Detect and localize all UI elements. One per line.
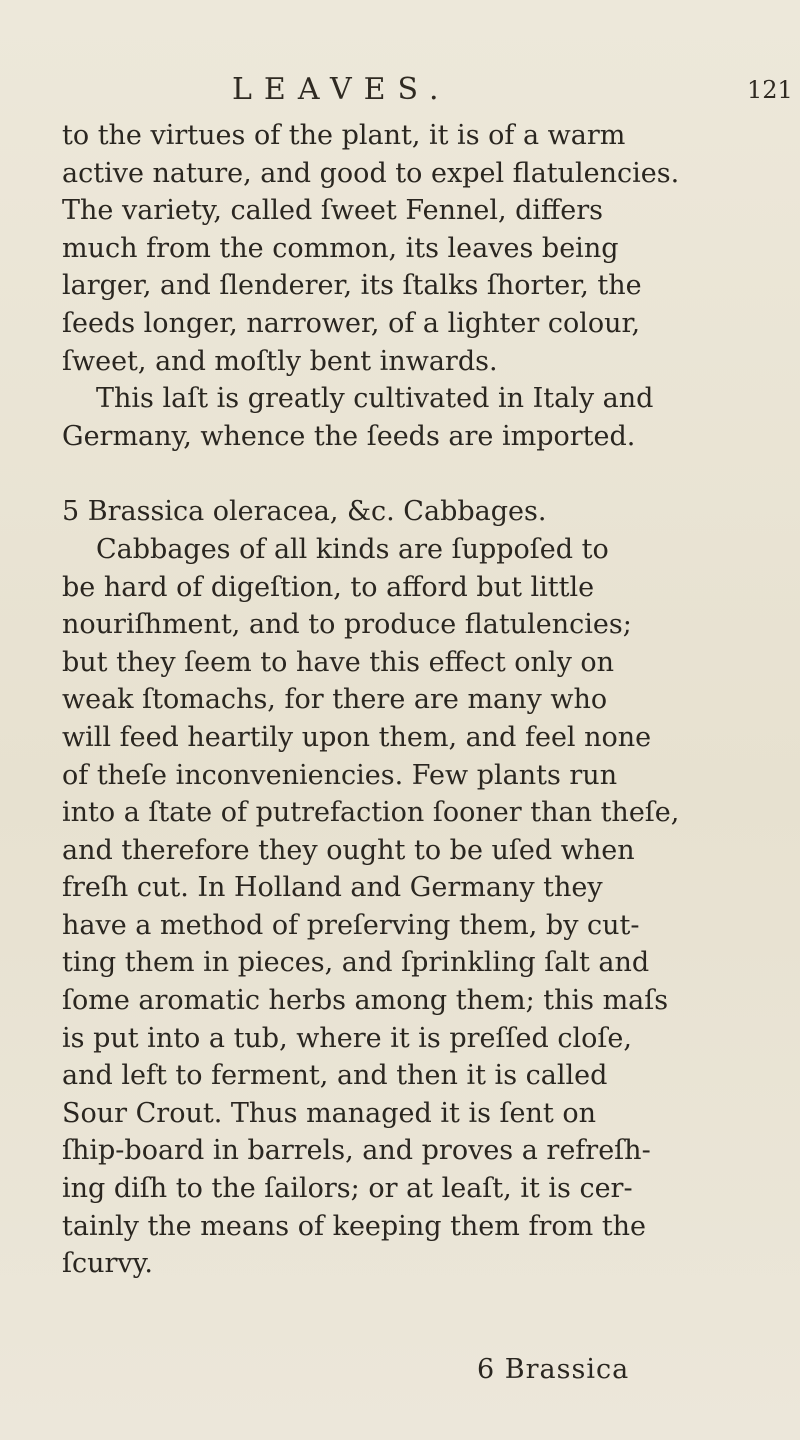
text-line: Sour Crout. Thus managed it is ſent on bbox=[62, 1097, 596, 1129]
text-line: larger, and ſlenderer, its ſtalks ſhorter, the bbox=[62, 270, 642, 302]
text-line: nouriſhment, and to produce flatulencies; bbox=[62, 609, 632, 641]
text-line: weak ſtomachs, for there are many who bbox=[62, 684, 608, 716]
text-line: ſcurvy. bbox=[62, 1248, 153, 1280]
text-line: ſome aromatic herbs among them; this maſs bbox=[62, 985, 669, 1017]
page-number: 121 bbox=[747, 76, 793, 104]
catchword: 6 Brassica bbox=[477, 1354, 630, 1385]
text-line: ing diſh to the ſailors; or at leaſt, it is cer- bbox=[62, 1173, 633, 1205]
paragraph-fennel bbox=[62, 117, 742, 455]
paragraph-cabbages bbox=[62, 531, 742, 1283]
text-line: Cabbages of all kinds are ſuppoſed to bbox=[96, 533, 609, 565]
paragraph-gap bbox=[62, 455, 742, 493]
body-text bbox=[62, 117, 742, 1283]
text-line: be hard of digeſtion, to afford but little bbox=[62, 571, 595, 603]
text-line: of theſe inconveniencies. Few plants run bbox=[62, 759, 618, 791]
text-line: ſhip-board in barrels, and proves a refreſh- bbox=[62, 1135, 651, 1167]
text-line: into a ſtate of putrefaction ſooner than theſe, bbox=[62, 797, 680, 829]
text-line: The variety, called ſweet Fennel, differs bbox=[62, 195, 603, 227]
text-line: will feed heartily upon them, and feel none bbox=[62, 721, 652, 753]
text-line: but they ſeem to have this effect only on bbox=[62, 646, 615, 678]
text-line: and left to ferment, and then it is called bbox=[62, 1060, 608, 1092]
text-line: much from the common, its leaves being bbox=[62, 232, 619, 264]
text-line: ſweet, and moſtly bent inwards. bbox=[62, 345, 498, 377]
text-line: to the virtues of the plant, it is of a warm bbox=[62, 120, 626, 151]
text-line: ting them in pieces, and ſprinkling ſalt and bbox=[62, 947, 650, 979]
running-head: LEAVES. bbox=[232, 72, 451, 107]
text-line: is put into a tub, where it is preſſed cloſe, bbox=[62, 1022, 632, 1054]
text-line: tainly the means of keeping them from the bbox=[62, 1210, 647, 1242]
text-line: have a method of preſerving them, by cut- bbox=[62, 909, 640, 941]
text-line: This laſt is greatly cultivated in Italy and bbox=[96, 383, 654, 415]
text-line: freſh cut. In Holland and Germany they bbox=[62, 872, 603, 904]
text-line: ſeeds longer, narrower, of a lighter colour, bbox=[62, 307, 641, 339]
entry-heading: 5 Brassica oleracea, &c. Cabbages. bbox=[62, 496, 547, 528]
text-line: and therefore they ought to be uſed when bbox=[62, 834, 635, 866]
text-line: active nature, and good to expel flatulencies. bbox=[62, 157, 680, 189]
page-header bbox=[0, 72, 800, 112]
text-line: Germany, whence the ſeeds are imported. bbox=[62, 420, 636, 452]
